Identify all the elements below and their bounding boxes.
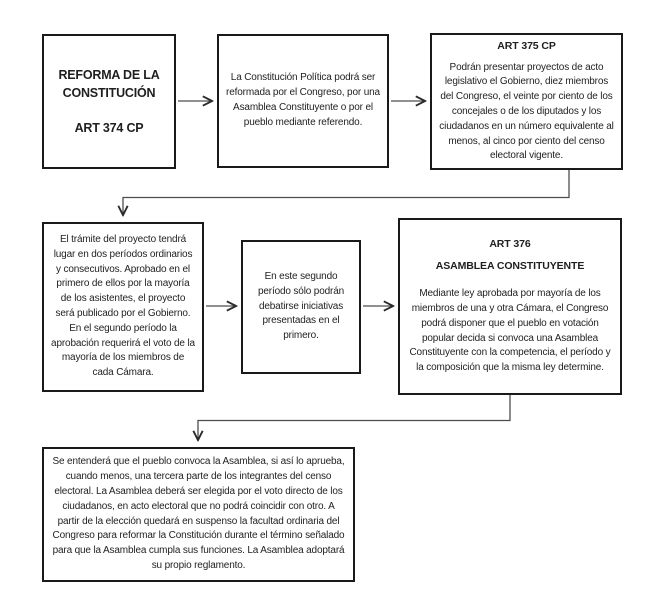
node-reform-methods-body: La Constitución Política podrá ser reformada por el Congreso, por una Asamblea Constituyente o por el pueblo mediante referendo. — [226, 72, 380, 128]
node-art-376-title: ART 376 — [489, 237, 531, 250]
node-art-376-body: Mediante ley aprobada por mayoría de los miembros de una y otra Cámara, el Congreso podrá disponer que el pueblo en votación popular decida si convoca una Asamblea Constituyente con la competencia, el período y la composición que la misma ley determine. — [409, 288, 611, 374]
node-art-375 — [430, 33, 623, 170]
node-second-period — [241, 240, 361, 374]
node-reform-methods — [217, 34, 389, 168]
node-art-376-subtitle: ASAMBLEA CONSTITUYENTE — [435, 259, 585, 272]
node-art-376 — [398, 218, 622, 395]
connector-art376-to-assembly-convocation — [198, 395, 510, 439]
node-procedure-periods — [42, 222, 204, 392]
node-art-374-title: REFORMA DE LA CONSTITUCIÓN — [58, 68, 160, 101]
node-art-374-subtitle: ART 374 CP — [74, 120, 144, 135]
node-second-period-body: En este segundo período sólo podrán debatirse iniciativas presentadas en el primero. — [257, 271, 345, 342]
node-procedure-periods-body: El trámite del proyecto tendrá lugar en dos períodos ordinarios y consecutivos. Aprobado en el primero de ellos por la mayoría de los asistentes, el proyecto será publicado por el Gobierno. En el segundo período la aprobación requerirá el voto de la mayoría de los miembros de cada Cámara. — [51, 234, 195, 379]
node-art-374 — [42, 34, 176, 169]
node-assembly-convocation — [42, 447, 355, 582]
node-art-375-title: ART 375 CP — [497, 39, 556, 52]
connector-art375-to-procedure-periods — [123, 170, 569, 214]
node-art-375-body: Podrán presentar proyectos de acto legislativo el Gobierno, diez miembros del Congreso, el veinte por ciento de los concejales o de los diputados y los ciudadanos en un número equivalente al menos, al cinco por ciento del censo electoral vigente. — [439, 61, 614, 162]
node-assembly-convocation-body: Se entenderá que el pueblo convoca la Asamblea, si así lo aprueba, cuando menos, una tercera parte de los integrantes del censo electoral. La Asamblea deberá ser elegida por el voto directo de los ciudadanos, en acto electoral que no podrá coincidir con otro. A partir de la elección quedará en suspenso la facultad ordinaria del Congreso para reformar la Constitución durante el término señalado para que la Asamblea cumpla sus funciones. La Asamblea adoptará su propio reglamento. — [52, 456, 345, 571]
